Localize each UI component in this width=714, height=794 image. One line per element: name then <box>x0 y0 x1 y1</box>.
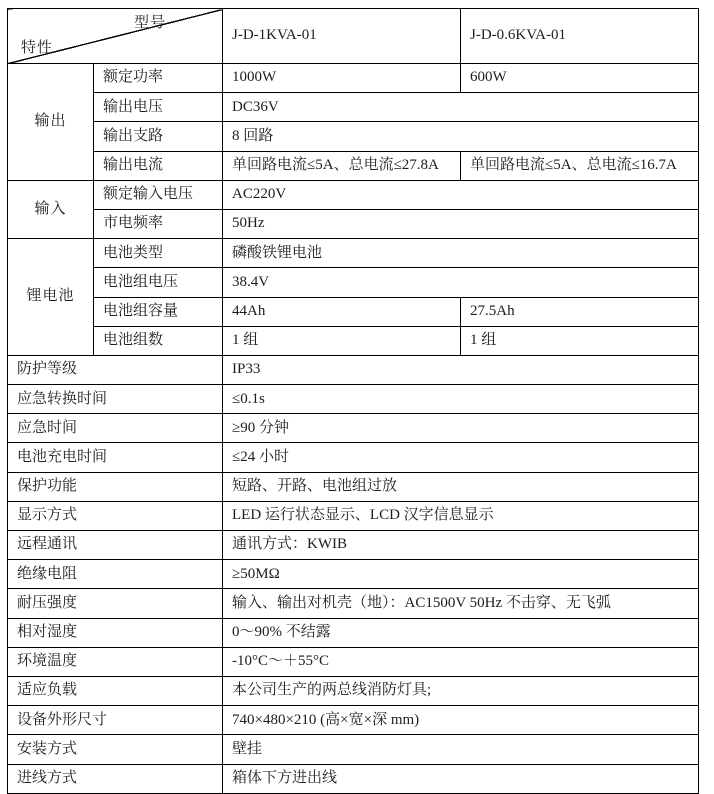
value-cell: 磷酸铁锂电池 <box>223 239 699 268</box>
label-cell: 安装方式 <box>8 735 223 764</box>
value-cell: ≤24 小时 <box>223 443 699 472</box>
label-cell: 额定功率 <box>94 64 223 93</box>
corner-label-feature: 特性 <box>21 39 54 56</box>
group-cell-output: 输出 <box>8 64 94 181</box>
value-cell: DC36V <box>223 93 699 122</box>
label-cell: 绝缘电阻 <box>8 560 223 589</box>
group-cell-input: 输入 <box>8 180 94 238</box>
value-cell: 44Ah <box>223 297 461 326</box>
value-cell: 740×480×210 (高×宽×深 mm) <box>223 706 699 735</box>
label-cell: 额定输入电压 <box>94 180 223 209</box>
label-cell: 应急时间 <box>8 414 223 443</box>
model-1-header: J-D-1KVA-01 <box>223 9 461 64</box>
table-row <box>8 443 699 472</box>
label-cell: 电池组电压 <box>94 268 223 297</box>
value-cell: 单回路电流≤5A、总电流≤27.8A <box>223 151 461 180</box>
value-cell: 1 组 <box>223 326 461 355</box>
table-row <box>8 472 699 501</box>
group-cell-battery: 锂电池 <box>8 239 94 356</box>
model-2-header: J-D-0.6KVA-01 <box>461 9 699 64</box>
spec-table <box>7 8 699 794</box>
table-row <box>8 180 699 209</box>
label-cell: 电池组数 <box>94 326 223 355</box>
label-cell: 电池充电时间 <box>8 443 223 472</box>
label-cell: 电池类型 <box>94 239 223 268</box>
table-row <box>8 414 699 443</box>
table-row <box>8 297 699 326</box>
value-cell: 箱体下方进出线 <box>223 764 699 793</box>
value-cell: LED 运行状态显示、LCD 汉字信息显示 <box>223 501 699 530</box>
label-cell: 防护等级 <box>8 355 223 384</box>
label-cell: 市电频率 <box>94 209 223 238</box>
value-cell: 0～90% 不结露 <box>223 618 699 647</box>
table-row <box>8 355 699 384</box>
label-cell: 输出支路 <box>94 122 223 151</box>
table-row <box>8 239 699 268</box>
label-cell: 耐压强度 <box>8 589 223 618</box>
value-cell: -10°C～＋55°C <box>223 647 699 676</box>
table-row <box>8 706 699 735</box>
value-cell: 600W <box>461 64 699 93</box>
table-row <box>8 326 699 355</box>
value-cell: 27.5Ah <box>461 297 699 326</box>
value-cell: 本公司生产的两总线消防灯具; <box>223 676 699 705</box>
value-cell: 8 回路 <box>223 122 699 151</box>
table-row <box>8 647 699 676</box>
value-cell: 输入、输出对机壳（地）：AC1500V 50Hz 不击穿、无飞弧 <box>223 589 699 618</box>
label-cell: 电池组容量 <box>94 297 223 326</box>
table-row <box>8 560 699 589</box>
table-row <box>8 209 699 238</box>
value-cell: 38.4V <box>223 268 699 297</box>
table-row <box>8 385 699 414</box>
value-cell: 短路、开路、电池组过放 <box>223 472 699 501</box>
value-cell: 壁挂 <box>223 735 699 764</box>
label-cell: 设备外形尺寸 <box>8 706 223 735</box>
table-row <box>8 268 699 297</box>
value-cell: 50Hz <box>223 209 699 238</box>
value-cell: 通讯方式：KWIB <box>223 531 699 560</box>
table-row <box>8 589 699 618</box>
label-cell: 环境温度 <box>8 647 223 676</box>
value-cell: IP33 <box>223 355 699 384</box>
label-cell: 应急转换时间 <box>8 385 223 414</box>
label-cell: 输出电压 <box>94 93 223 122</box>
table-row <box>8 764 699 793</box>
table-row <box>8 735 699 764</box>
label-cell: 输出电流 <box>94 151 223 180</box>
corner-label-model: 型号 <box>134 15 167 31</box>
table-row <box>8 531 699 560</box>
value-cell: AC220V <box>223 180 699 209</box>
corner-header-cell <box>8 9 223 64</box>
table-row <box>8 618 699 647</box>
value-cell: ≥90 分钟 <box>223 414 699 443</box>
header-row <box>8 9 699 64</box>
label-cell: 相对湿度 <box>8 618 223 647</box>
label-cell: 进线方式 <box>8 764 223 793</box>
table-row <box>8 676 699 705</box>
value-cell: 1000W <box>223 64 461 93</box>
table-row <box>8 93 699 122</box>
label-cell: 远程通讯 <box>8 531 223 560</box>
label-cell: 保护功能 <box>8 472 223 501</box>
table-row <box>8 64 699 93</box>
value-cell: 单回路电流≤5A、总电流≤16.7A <box>461 151 699 180</box>
table-row <box>8 151 699 180</box>
value-cell: ≥50MΩ <box>223 560 699 589</box>
label-cell: 适应负载 <box>8 676 223 705</box>
value-cell: 1 组 <box>461 326 699 355</box>
value-cell: ≤0.1s <box>223 385 699 414</box>
table-row <box>8 501 699 530</box>
table-row <box>8 122 699 151</box>
label-cell: 显示方式 <box>8 501 223 530</box>
